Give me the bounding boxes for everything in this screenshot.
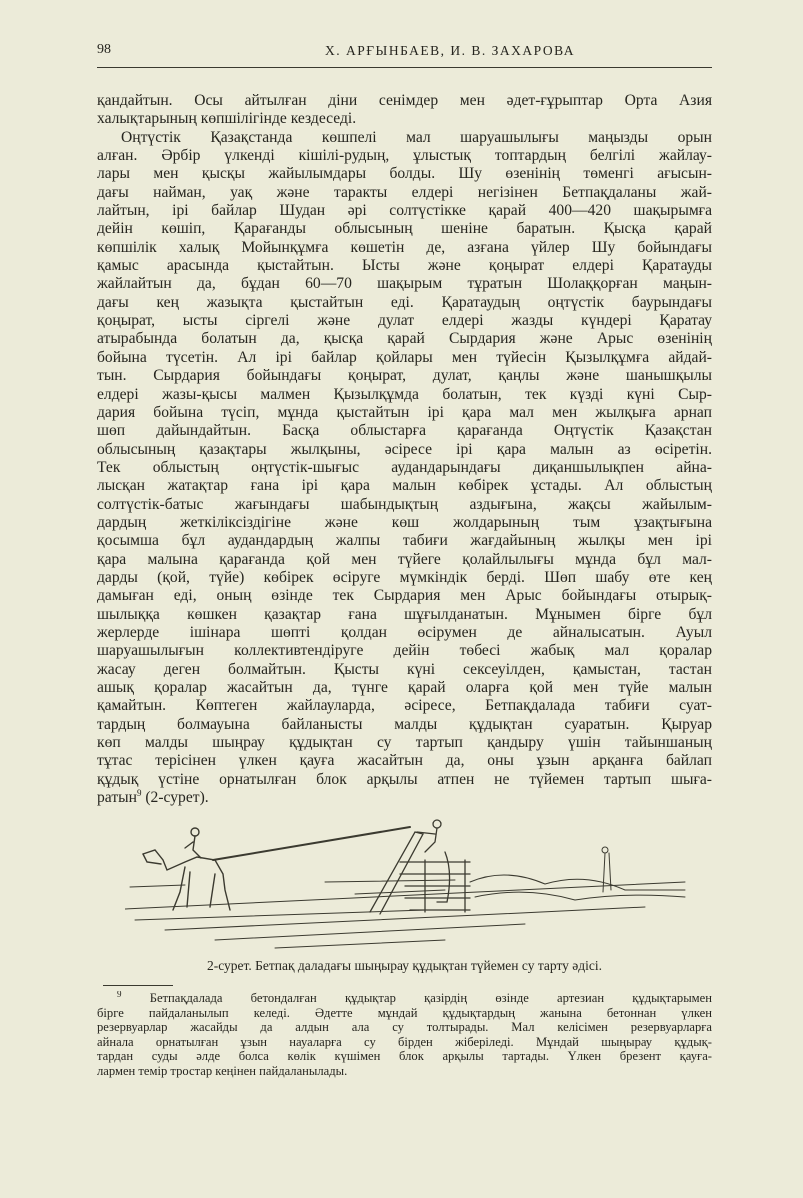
body-line xyxy=(97,422,712,440)
body-line-text: дамыған еді, оның өзінде тек Сырдария мен Арыс бойындағы отырық- xyxy=(97,587,712,605)
footnote-marker: 9 xyxy=(117,991,122,999)
footnote-line-text: Бетпақдалада бетондалған құдықтар қазірдің өзінде артезиан құдықтарымен xyxy=(121,991,712,1005)
footnote-line xyxy=(97,991,712,1006)
body-line-text: шылыққа көшкен қазақтар ғана шұғылданатын. Мұнымен бірге бұл xyxy=(97,605,712,623)
body-line xyxy=(97,367,712,385)
footnote-line-text: айнала орнатылған ұзын науаларға су бірден жіберіледі. Мұндай шыңырау құдық- xyxy=(97,1034,712,1049)
footnote-line-text: лармен темір тростар кеңінен пайдаланылады. xyxy=(97,1063,348,1078)
body-line-text: көп малды шыңрау құдықтан су тартып қандыру үшін тайыншаның xyxy=(97,734,712,752)
body-line xyxy=(97,184,712,202)
body-line xyxy=(97,551,712,569)
body-line xyxy=(97,202,712,220)
footnote-line xyxy=(97,1049,712,1064)
body-line-text: дейін көшіп, Қарағанды облысының шеніне баратын. Қысқа қарай xyxy=(97,220,712,238)
body-line-text: жерлерде ішінара шөпті қолдан өсірумен де айналысатын. Ауыл xyxy=(97,623,712,641)
footnote-line-text: резервуарлар жасайды да алдын ала су толтырады. Мал келісімен резервуарларға xyxy=(97,1020,712,1035)
footnote-line-text: тардан суды әлде болса көлік күшімен блок арқылы тартады. Үлкен брезент қауға- xyxy=(97,1049,712,1064)
footnote-line-text: бірге пайдаланылып келеді. Әдетте мұндай құдықтардың жанына бетоннан үлкен xyxy=(97,1005,712,1020)
body-line-text: елдері жазы-қысы малмен Қызылқұмда болатын, тек күзді күні Сыр- xyxy=(97,385,712,403)
body-line-text: қамайтын. Көптеген жайлауларда, әсіресе, Бетпақдалада табиғи суат- xyxy=(97,697,712,715)
body-line-text: көпшілік халық Мойынқұмға көшетін де, азғана үйлер Шу бойындағы xyxy=(97,238,712,256)
body-line xyxy=(97,275,712,293)
body-line-text: лайтын, ірі байлар Шудан әрі солтүстікке қарай 400—420 шақырымға xyxy=(97,202,712,220)
footnote-rule xyxy=(103,985,173,986)
body-line-text: шаруашылығын коллективтендіруге дейін төбесі жабық мал қоралар xyxy=(97,642,712,660)
body-line-text: лысқан жатақтар ғана ірі қара малын көбірек ұстады. Ал облыстың xyxy=(97,477,712,495)
body-line xyxy=(97,771,712,789)
body-line xyxy=(97,679,712,697)
body-line xyxy=(97,716,712,734)
figure-caption: 2-сурет. Бетпақ даладағы шыңырау құдықтан түйемен су тарту әдісі. xyxy=(206,958,603,973)
body-line-text: солтүстік-батыс жағындағы шабындықтың аздығына, жақсы жайылым- xyxy=(97,495,712,513)
body-line-text: дағы кең жазықта қыстайтын еді. Қаратаудың оңтүстік баурындағы xyxy=(97,293,712,311)
body-line-text: қоңырат, ысты сіргелі және дулат елдері жазды күндері Қаратау xyxy=(97,312,712,330)
body-line xyxy=(97,110,712,128)
body-line-text: дарды (қой, түйе) көбірек өсіруге мүмкіндік берді. Шөп шабу өте кең xyxy=(97,568,712,586)
body-line xyxy=(97,312,712,330)
body-line xyxy=(97,404,712,422)
body-line xyxy=(97,441,712,459)
footnote-line xyxy=(97,1035,712,1050)
body-line xyxy=(97,330,712,348)
body-line-text: Оңтүстік Қазақстанда көшпелі мал шаруашылығы маңызды орын xyxy=(121,128,712,146)
body-line-text: облысының қазақтары жылқыны, әсіресе ірі қара малын аз өсіретін. xyxy=(97,440,712,458)
page-number: 98 xyxy=(97,42,111,57)
body-line xyxy=(97,459,712,477)
body-line-text: шөп дайындайтын. Басқа облыстарға қарағанда Оңтүстік Қазақстан xyxy=(97,422,712,440)
body-line-text: алған. Әрбір үлкенді кішілі-рудың, ұлыстық топтардың белгілі жайлау- xyxy=(97,147,712,165)
body-line-text: дардың жеткіліксіздігіне және көш жолдарының тым ұзақтығына xyxy=(97,513,712,531)
body-line-text: дағы найман, уақ және таракты елдері негізінен Бетпақдаланы жай- xyxy=(97,183,712,201)
header-rule xyxy=(97,67,712,68)
body-line-text: тұтас терісінен үлкен қауға жасайтын да, оны ұзын арқанға байлап xyxy=(97,752,712,770)
body-line-text: қандайтын. Осы айтылған діни сенімдер мен әдет-ғұрыптар Орта Азия xyxy=(97,92,712,109)
body-line xyxy=(97,642,712,660)
body-line-text: атырабында болатын да, қысқа қарай Сырдария және Арыс өзенінің xyxy=(97,330,712,348)
body-line xyxy=(97,569,712,587)
footnote-reference[interactable]: 9 xyxy=(136,789,142,798)
body-line-text: бойына түсетін. Ал ірі байлар қойлары мен түйесін Қызылқұмға айдай- xyxy=(97,348,712,366)
body-line-text: жайлайтын да, бұдан 60—70 шақырым тұратын Шолаққорған маңын- xyxy=(97,275,712,293)
body-line xyxy=(97,587,712,605)
body-line-text: халықтарының көпшілігінде кездеседі. xyxy=(97,110,357,128)
body-line-text: құдық үстіне орнатылған блок арқылы атпен не түйемен тартып шыға- xyxy=(97,770,712,788)
body-line-text: ратын xyxy=(97,789,137,807)
body-text xyxy=(97,92,712,807)
body-line xyxy=(97,514,712,532)
body-line-text: қара малына қарағанда қой мен түйеге қолайлылығы мұнда бұл мал- xyxy=(97,550,712,568)
body-line xyxy=(97,697,712,715)
body-line-text: дария бойына түсіп, мұнда қыстайтын ірі қара мал мен жылқыға арнап xyxy=(97,403,712,421)
ground-lines xyxy=(125,880,685,948)
well-structure xyxy=(370,820,470,914)
body-line xyxy=(97,294,712,312)
body-line xyxy=(97,386,712,404)
body-line xyxy=(97,789,712,807)
body-line-text: тын. Сырдария бойындағы қоңырат, дулат, қаңлы және шанышқылы xyxy=(97,367,712,385)
body-line xyxy=(97,257,712,275)
body-line-text: лары мен қысқы жайылымдары болды. Шу өзенінің төменгі ағысын- xyxy=(97,165,712,183)
body-line xyxy=(97,661,712,679)
footnote-line xyxy=(97,1006,712,1021)
body-line xyxy=(97,734,712,752)
body-line xyxy=(97,624,712,642)
body-line xyxy=(97,606,712,624)
body-line-text: Тек облыстың оңтүстік-шығыс аудандарындағы диқаншылықпен айна- xyxy=(97,458,712,476)
body-line xyxy=(97,165,712,183)
body-line xyxy=(97,752,712,770)
body-line xyxy=(97,496,712,514)
rope xyxy=(213,827,410,860)
body-line-text: жасау деген болмайтын. Қысты күні сексеуілден, қамыстан, тастан xyxy=(97,660,712,678)
body-line xyxy=(97,349,712,367)
running-title: Х. АРҒЫНБАЕВ, И. В. ЗАХАРОВА xyxy=(325,43,575,58)
footnote xyxy=(97,991,712,1079)
footnote-line xyxy=(97,1020,712,1035)
body-line xyxy=(97,239,712,257)
herd-and-herder xyxy=(470,847,685,900)
camel-with-rider xyxy=(143,828,230,910)
body-line xyxy=(97,220,712,238)
body-line-text: ашық қоралар жасайтын да, түнге қарай оларға қой мен түйе малын xyxy=(97,679,712,696)
figure-reference: (2-сурет). xyxy=(141,789,209,807)
body-line xyxy=(97,477,712,495)
body-line xyxy=(97,147,712,165)
footnote-line xyxy=(97,1064,712,1079)
body-line xyxy=(97,92,712,110)
illustration-camel-well xyxy=(125,812,700,957)
body-line-text: қамыс арасында қыстайтын. Ысты және қоңырат елдері Қаратауды xyxy=(97,257,712,275)
body-line-text: қосымша бұл аудандардың жалпы табиғи жағдайының жылқы мен ірі xyxy=(97,532,712,550)
body-line-text: тардың болмауына байланысты малды құдықтан суаратын. Қыруар xyxy=(97,715,712,733)
body-line xyxy=(97,532,712,550)
body-line xyxy=(97,129,712,147)
